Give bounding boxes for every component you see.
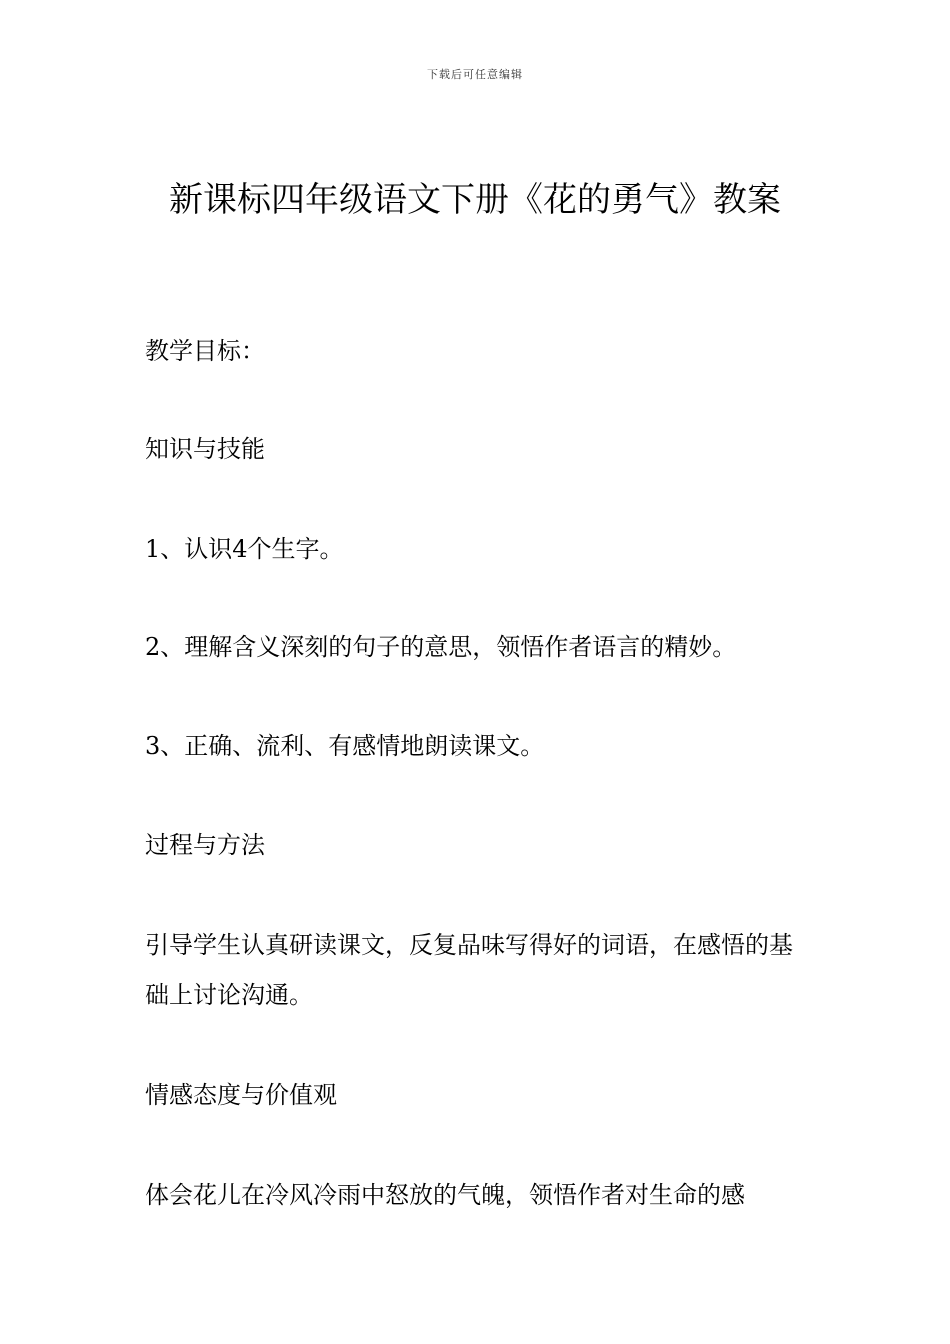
paragraph-process-methods-body: 引导学生认真研读课文，反复品味写得好的词语，在感悟的基础上讨论沟通。: [145, 931, 793, 1009]
page-title: 新课标四年级语文下册《花的勇气》教案: [169, 180, 781, 220]
header-note: 下载后可任意编辑: [427, 68, 523, 81]
paragraph-knowledge-skills: 知识与技能: [145, 435, 265, 463]
paragraph-process-methods: 过程与方法: [145, 831, 265, 859]
paragraph-emotion-values-body: 体会花儿在冷风冷雨中怒放的气魄，领悟作者对生命的感: [145, 1181, 745, 1209]
paragraph-item-3: 3、正确、流利、有感情地朗读课文。: [145, 732, 545, 760]
paragraph-item-1: 1、认识4个生字。: [145, 535, 344, 563]
paragraph-item-2: 2、理解含义深刻的句子的意思，领悟作者语言的精妙。: [145, 633, 737, 661]
paragraph-emotion-values: 情感态度与价值观: [145, 1081, 337, 1109]
paragraph-teaching-goals: 教学目标：: [145, 337, 265, 365]
